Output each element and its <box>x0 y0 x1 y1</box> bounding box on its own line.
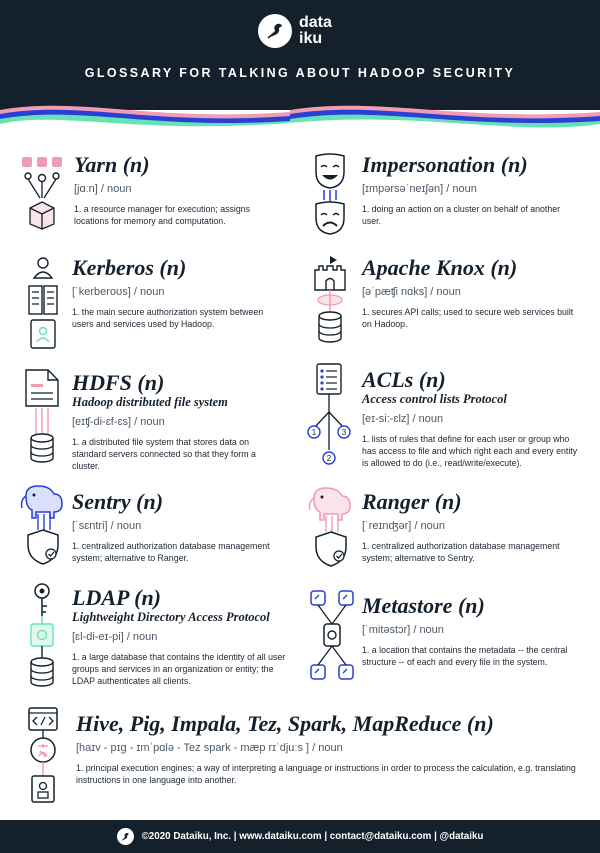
term-impersonation <box>362 153 577 227</box>
term-definition: 1. a large database that contains the identity of all user groups and services in an organization or entity; the LDAP authenticates all clients. <box>72 652 286 686</box>
term-hdfs <box>72 371 284 472</box>
term-definition: 1. a resource manager for execution; assigns locations for memory and computation. <box>74 204 251 226</box>
yarn-nodes-icon <box>20 154 64 230</box>
bird-logo-icon <box>258 14 292 48</box>
term-execution-engines <box>76 712 576 786</box>
term-definition: 1. principal execution engines; a way of interpreting a language or instructions in order to process the calculation, e.g. translating instructions in one language into another. <box>76 763 576 785</box>
term-apache-knox <box>362 256 577 330</box>
term-definition: 1. doing an action on a cluster on behalf of another user. <box>362 204 561 226</box>
dataiku-logo <box>258 14 332 48</box>
term-title: Ranger (n) <box>362 489 462 514</box>
castle-icon <box>310 254 350 344</box>
theater-masks-icon <box>310 152 350 236</box>
term-title: LDAP (n) <box>72 585 162 610</box>
acl-node-2: 2 <box>326 454 332 463</box>
bird-logo-icon <box>117 828 134 845</box>
term-subtitle: Hadoop distributed file system <box>72 395 228 409</box>
term-title: HDFS (n) <box>72 370 165 395</box>
term-definition: 1. a distributed file system that stores data on standard servers connected so that they form a cluster. <box>72 437 256 471</box>
elephant-shield-icon <box>20 484 66 566</box>
footer-contact-text: ©2020 Dataiku, Inc. | www.dataiku.com | contact@dataiku.com | @dataiku <box>141 831 484 842</box>
term-metastore <box>362 594 582 668</box>
decorative-waves <box>0 92 600 140</box>
term-title: Sentry (n) <box>72 489 164 514</box>
term-pronunciation: [ɛl-di-eɪ-pi] / noun <box>72 631 158 643</box>
term-definition: 1. the main secure authorization system between users and services used by Hadoop. <box>72 307 264 329</box>
logo-text-line2: iku <box>299 30 323 47</box>
term-definition: 1. lists of rules that define for each user or group who has access to file and which right each and every entity is allowed to do (i.e., read/write/execute). <box>362 434 578 468</box>
acl-node-1: 1 <box>311 428 317 437</box>
term-ranger <box>362 490 578 564</box>
term-pronunciation: [ˈkerberoʊs] / noun <box>72 286 165 298</box>
term-subtitle: Access control lists Protocol <box>362 392 507 406</box>
footer <box>0 820 600 853</box>
page-title: GLOSSARY FOR TALKING ABOUT HADOOP SECURITY <box>84 66 516 80</box>
term-definition: 1. centralized authorization database management system; alternative to Ranger. <box>72 541 270 563</box>
server-auth-icon <box>26 256 60 350</box>
code-translate-icon <box>26 706 60 806</box>
term-definition: 1. a location that contains the metadata -- the central structure -- of each and every file in the system. <box>362 645 568 667</box>
term-pronunciation: [ˈreɪnʤər] / noun <box>362 520 445 532</box>
term-pronunciation: [əˈpæʧi nɑks] / noun <box>362 286 461 298</box>
list-tree-icon <box>306 362 352 468</box>
term-title: Yarn (n) <box>74 152 150 177</box>
term-pronunciation: [eɪʧ-di-ɛf-ɛs] / noun <box>72 416 165 428</box>
term-title: Metastore (n) <box>362 593 485 618</box>
term-title: Impersonation (n) <box>362 152 528 177</box>
term-title: ACLs (n) <box>362 367 446 392</box>
metadata-network-icon <box>308 588 356 684</box>
term-subtitle: Lightweight Directory Access Protocol <box>72 610 270 624</box>
term-pronunciation: [ˈsɛntri] / noun <box>72 520 142 532</box>
term-pronunciation: [jɑːn] / noun <box>74 183 132 195</box>
acl-node-3: 3 <box>341 428 347 437</box>
term-sentry <box>72 490 282 564</box>
term-yarn <box>74 153 284 227</box>
term-title: Kerberos (n) <box>72 255 187 280</box>
logo-text-line1: data <box>299 14 332 31</box>
term-title: Hive, Pig, Impala, Tez, Spark, MapReduce (n) <box>76 711 494 736</box>
term-definition: 1. secures API calls; used to secure web services built on Hadoop. <box>362 307 574 329</box>
term-kerberos <box>72 256 282 330</box>
elephant-shield-icon <box>308 486 354 568</box>
term-pronunciation: [ˈmitəstɔr] / noun <box>362 624 444 636</box>
term-pronunciation: [eɪ-si:-ɛlz] / noun <box>362 413 444 425</box>
term-title: Apache Knox (n) <box>362 255 518 280</box>
term-ldap <box>72 586 286 687</box>
term-definition: 1. centralized authorization database management system; alternative to Sentry. <box>362 541 560 563</box>
key-database-icon <box>24 582 60 694</box>
term-acls <box>362 368 578 469</box>
term-pronunciation: [haɪv - pɪg - ɪmˈpɑlə - Tez spark - mæp rɪˈdjuːs ] / noun <box>76 742 343 754</box>
file-database-icon <box>22 368 62 466</box>
term-pronunciation: [ɪmpərsəˈneɪʃən] / noun <box>362 183 477 195</box>
